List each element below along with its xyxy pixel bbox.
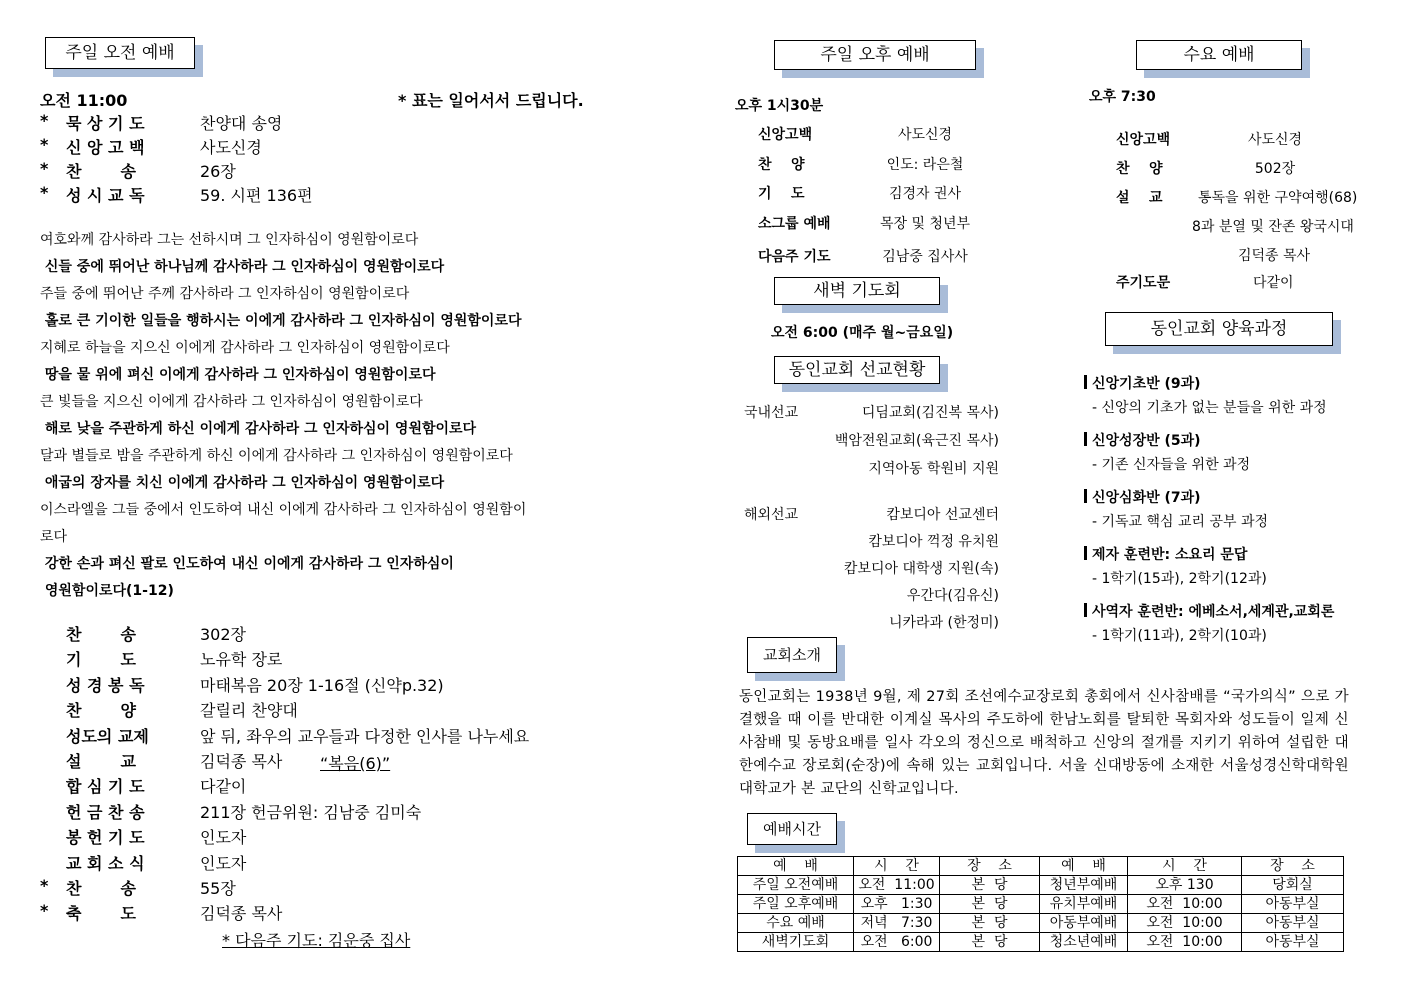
schedule-cell: 주일 오전예배 <box>738 876 854 895</box>
overseas-mission-item: 캄보디아 선교센터 <box>886 507 999 523</box>
course-bullet <box>1084 432 1087 446</box>
order-value: 찬양대 송영 <box>200 114 283 133</box>
schedule-cell: 당회실 <box>1242 876 1344 895</box>
wednesday-label: 신앙고백 <box>1116 132 1171 148</box>
schedule-cell: 본 당 <box>940 933 1040 952</box>
course-description: - 1학기(11과), 2학기(10과) <box>1092 628 1267 644</box>
schedule-cell: 새벽기도회 <box>738 933 854 952</box>
schedule-column-header: 시 간 <box>854 857 940 876</box>
course-description: - 1학기(15과), 2학기(12과) <box>1092 571 1267 587</box>
wednesday-service-header: 수요 예배 <box>1136 40 1302 70</box>
order-value: 인도자 <box>200 853 247 873</box>
overseas-mission-item: 우간다(김유신) <box>906 588 999 604</box>
psalm-line: 해로 낮을 주관하게 하신 이에게 감사하라 그 인자하심이 영원함이로다 <box>40 421 477 437</box>
course-description: - 신앙의 기초가 없는 분들을 위한 과정 <box>1092 400 1327 416</box>
wednesday-closing-value: 다같이 <box>1253 275 1294 291</box>
afternoon-value: 사도신경 <box>897 127 953 143</box>
course-title <box>1084 601 1334 621</box>
order-value: 59. 시편 136편 <box>200 186 313 205</box>
wednesday-value: 502장 <box>1254 161 1296 177</box>
course-bullet <box>1084 546 1087 560</box>
stand-note: * 표는 일어서서 드립니다. <box>398 91 584 110</box>
schedule-cell: 아동부실 <box>1242 914 1344 933</box>
dawn-prayer-time: 오전 6:00 (매주 월~금요일) <box>771 325 954 341</box>
course-title <box>1084 373 1201 393</box>
domestic-mission-label: 국내선교 <box>744 405 799 421</box>
afternoon-service-header: 주일 오후 예배 <box>774 40 976 70</box>
mission-header: 동인교회 선교현황 <box>774 356 940 384</box>
schedule-row <box>738 933 1344 952</box>
schedule-cell: 청년부예배 <box>1040 876 1128 895</box>
afternoon-label: 기 도 <box>758 186 805 202</box>
domestic-mission-item: 지역아동 학원비 지원 <box>868 461 999 477</box>
order-value: 26장 <box>200 162 236 181</box>
schedule-cell: 오후 130 <box>1128 876 1242 895</box>
psalm-line: 애굽의 장자를 치신 이에게 감사하라 그 인자하심이 영원함이로다 <box>40 475 445 491</box>
order-label: 기 도 <box>66 650 136 670</box>
psalm-line: 신들 중에 뛰어난 하나님께 감사하라 그 인자하심이 영원함이로다 <box>40 259 445 275</box>
wednesday-closing-label: 주기도문 <box>1116 275 1171 291</box>
order-value: 55장 <box>200 879 236 898</box>
overseas-mission-item: 캄보디아 꺽정 유치원 <box>868 534 999 550</box>
afternoon-label: 신앙고백 <box>758 127 813 143</box>
order-value: 김덕종 목사 <box>200 752 283 771</box>
order-label: 교 회 소 식 <box>66 853 145 873</box>
order-value: 노유학 장로 <box>200 650 283 670</box>
course-title-text: 신앙심화반 (7과) <box>1092 490 1201 506</box>
schedule-cell: 저녁 7:30 <box>854 914 940 933</box>
psalm-line: 이스라엘을 그들 중에서 인도하여 내신 이에게 감사하라 그 인자하심이 영원함이 <box>40 502 527 518</box>
church-intro-header: 교회소개 <box>747 637 837 673</box>
schedule-cell: 수요 예배 <box>738 914 854 933</box>
order-label: 신 앙 고 백 <box>66 138 145 157</box>
afternoon-label: 찬 양 <box>758 157 805 173</box>
psalm-line: 여호와께 감사하라 그는 선하시며 그 인자하심이 영원함이로다 <box>40 232 419 248</box>
wednesday-value: 통독을 위한 구약여행(68) <box>1198 190 1358 206</box>
schedule-header: 예배시간 <box>747 813 837 845</box>
wednesday-label: 설 교 <box>1116 190 1163 206</box>
order-label: 합 심 기 도 <box>66 777 145 797</box>
course-title-text: 제자 훈련반: 소요리 문답 <box>1092 547 1248 563</box>
psalm-line: 영원함이로다(1-12) <box>40 583 174 599</box>
order-value: 사도신경 <box>200 138 262 157</box>
order-label: 묵 상 기 도 <box>66 114 145 133</box>
schedule-row <box>738 895 1344 914</box>
wednesday-sermon-line2: 8과 분열 및 잔존 왕국시대 <box>1192 219 1354 235</box>
schedule-cell: 오전 6:00 <box>854 933 940 952</box>
order-label: 헌 금 찬 송 <box>66 802 145 822</box>
sermon-title: “복음(6)” <box>320 754 391 773</box>
psalm-line: 큰 빛들을 지으신 이에게 감사하라 그 인자하심이 영원함이로다 <box>40 394 423 410</box>
course-description: - 기독교 핵심 교리 공부 과정 <box>1092 514 1269 530</box>
afternoon-value: 김남중 집사사 <box>882 249 968 265</box>
course-description: - 기존 신자들을 위한 과정 <box>1092 457 1251 473</box>
wednesday-service-time: 오후 7:30 <box>1089 89 1156 105</box>
order-mark: * <box>40 111 49 130</box>
afternoon-label: 다음주 기도 <box>758 249 831 265</box>
order-label: 성도의 교제 <box>66 726 149 746</box>
course-title <box>1084 430 1201 450</box>
course-bullet <box>1084 375 1087 389</box>
order-mark: * <box>40 159 49 178</box>
schedule-cell: 오후 1:30 <box>854 895 940 914</box>
order-label: 성 경 봉 독 <box>66 675 145 695</box>
schedule-column-header: 예 배 <box>738 857 854 876</box>
order-value: 211장 헌금위원: 김남중 김미숙 <box>200 802 422 822</box>
order-value: 앞 뒤, 좌우의 교우들과 다정한 인사를 나누세요 <box>200 726 530 746</box>
wednesday-label: 찬 양 <box>1116 161 1163 177</box>
course-title-text: 신앙기초반 (9과) <box>1092 376 1201 392</box>
course-title <box>1084 487 1201 507</box>
afternoon-value: 목장 및 청년부 <box>879 216 971 232</box>
wednesday-preacher: 김덕종 목사 <box>1238 248 1311 264</box>
course-title-text: 신앙성장반 (5과) <box>1092 433 1201 449</box>
schedule-cell: 본 당 <box>940 876 1040 895</box>
schedule-cell: 유치부예배 <box>1040 895 1128 914</box>
order-label: 축 도 <box>66 904 136 924</box>
schedule-cell: 오전 10:00 <box>1128 933 1242 952</box>
order-label: 찬 송 <box>66 625 136 644</box>
morning-service-header: 주일 오전 예배 <box>45 37 195 69</box>
domestic-mission-item: 디딤교회(김진복 목사) <box>861 405 999 421</box>
schedule-cell: 아동부예배 <box>1040 914 1128 933</box>
domestic-mission-item: 백암전원교회(육근진 목사) <box>834 433 999 449</box>
order-label: 성 시 교 독 <box>66 186 145 205</box>
order-label: 찬 송 <box>66 162 136 181</box>
course-bullet <box>1084 603 1087 617</box>
next-prayer-note: * 다음주 기도: 김운중 집사 <box>222 931 411 950</box>
schedule-column-header: 장 소 <box>1242 857 1344 876</box>
overseas-mission-item: 캄보디아 대학생 지원(속) <box>843 561 999 577</box>
psalm-line: 땅을 물 위에 펴신 이에게 감사하라 그 인자하심이 영원함이로다 <box>40 367 436 383</box>
wednesday-value: 사도신경 <box>1247 132 1303 148</box>
schedule-cell: 오전 10:00 <box>1128 914 1242 933</box>
schedule-cell: 본 당 <box>940 895 1040 914</box>
schedule-column-header: 예 배 <box>1040 857 1128 876</box>
order-value: 김덕종 목사 <box>200 904 283 924</box>
schedule-cell: 오전 10:00 <box>1128 895 1242 914</box>
schedule-column-header: 시 간 <box>1128 857 1242 876</box>
psalm-line: 달과 별들로 밤을 주관하게 하신 이에게 감사하라 그 인자하심이 영원함이로다 <box>40 448 513 464</box>
order-mark: * <box>40 876 49 895</box>
psalm-line: 강한 손과 펴신 팔로 인도하여 내신 이에게 감사하라 그 인자하심이 <box>40 556 454 572</box>
order-label: 설 교 <box>66 752 136 771</box>
afternoon-value: 인도: 라은철 <box>886 157 964 173</box>
psalm-line: 로다 <box>40 529 68 545</box>
course-title-text: 사역자 훈련반: 에베소서,세계관,교회론 <box>1092 604 1335 620</box>
afternoon-value: 김경자 권사 <box>888 186 962 202</box>
order-value: 302장 <box>200 625 246 644</box>
schedule-row <box>738 876 1344 895</box>
schedule-column-header: 장 소 <box>940 857 1040 876</box>
order-label: 찬 양 <box>66 701 136 721</box>
afternoon-label: 소그룹 예배 <box>758 216 831 232</box>
psalm-line: 홀로 큰 기이한 일들을 행하시는 이에게 감사하라 그 인자하심이 영원함이로다 <box>40 313 522 329</box>
order-value: 다같이 <box>200 777 247 797</box>
order-label: 봉 헌 기 도 <box>66 828 145 848</box>
order-mark: * <box>40 135 49 154</box>
order-value: 인도자 <box>200 828 247 848</box>
schedule-cell: 오전 11:00 <box>854 876 940 895</box>
dawn-prayer-header: 새벽 기도회 <box>774 277 940 305</box>
education-header: 동인교회 양육과정 <box>1105 312 1333 346</box>
overseas-mission-label: 해외선교 <box>744 507 799 523</box>
order-value: 갈릴리 찬양대 <box>200 701 298 721</box>
psalm-line: 지혜로 하늘을 지으신 이에게 감사하라 그 인자하심이 영원함이로다 <box>40 340 450 356</box>
order-label: 찬 송 <box>66 879 136 898</box>
schedule-cell: 본 당 <box>940 914 1040 933</box>
schedule-table <box>737 856 1344 952</box>
order-mark: * <box>40 183 49 202</box>
overseas-mission-item: 니카라과 (한정미) <box>888 615 999 631</box>
order-value: 마태복음 20장 1-16절 (신약p.32) <box>200 675 444 695</box>
schedule-cell: 청소년예배 <box>1040 933 1128 952</box>
schedule-row <box>738 914 1344 933</box>
order-mark: * <box>40 901 49 921</box>
schedule-header-row <box>738 857 1344 876</box>
church-intro-text: 동인교회는 1938년 9월, 제 27회 조선예수교장로회 총회에서 신사참배를 “국가의식” 으로 가결했을 때 이를 반대한 이계실 목사의 주도하에 한남노회를 탈퇴한 목회자와 성도들이 일제 신사참배 및 동방요배를 일사 각오의 정신으로 배척하고 신앙의 절개를 지키기 위하여 설립한 대한예수교 장로회(순장)에 속해 있는 교회입니다. 서울 신대방동에 소재한 서울성경신학대학원대학교가 본 교단의 신학교입니다. <box>739 689 1349 797</box>
course-bullet <box>1084 489 1087 503</box>
schedule-cell: 아동부실 <box>1242 895 1344 914</box>
schedule-cell: 아동부실 <box>1242 933 1344 952</box>
course-title <box>1084 544 1247 564</box>
afternoon-service-time: 오후 1시30분 <box>735 98 824 114</box>
psalm-line: 주들 중에 뛰어난 주께 감사하라 그 인자하심이 영원함이로다 <box>40 286 410 302</box>
morning-service-time: 오전 11:00 <box>40 91 128 110</box>
schedule-cell: 주일 오후예배 <box>738 895 854 914</box>
